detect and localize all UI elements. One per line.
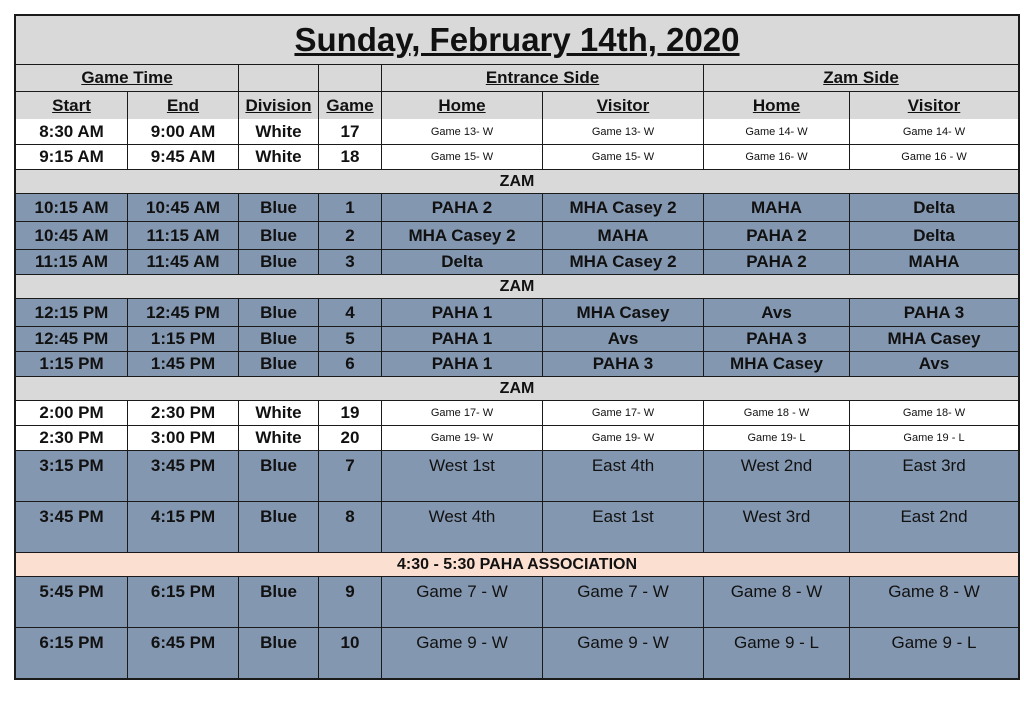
table-row <box>16 425 1018 450</box>
cell-zam-home: MHA Casey <box>703 352 849 376</box>
cell-start: 2:00 PM <box>39 403 104 422</box>
table-row <box>16 193 1018 221</box>
cell-entrance-visitor: Avs <box>542 327 703 351</box>
zam-break-row <box>16 274 1018 298</box>
cell-entrance-home: Game 13- W <box>381 119 542 144</box>
cell-end: 11:45 AM <box>127 250 238 274</box>
cell-entrance-home: Game 7 - W <box>381 577 542 627</box>
cell-game: 9 <box>318 577 381 627</box>
header-entrance-home: Home <box>381 92 542 119</box>
cell-game: 17 <box>318 119 381 144</box>
cell-zam-home: PAHA 3 <box>703 327 849 351</box>
cell-zam-home: Game 19- L <box>703 426 849 450</box>
header-zam-home: Home <box>703 92 849 119</box>
cell-game: 18 <box>318 145 381 169</box>
cell-division: Blue <box>238 628 318 678</box>
cell-entrance-home: Game 15- W <box>381 145 542 169</box>
cell-zam-home: West 3rd <box>703 502 849 552</box>
cell-zam-home: Avs <box>703 299 849 326</box>
cell-game: 4 <box>318 299 381 326</box>
title-row <box>16 16 1018 64</box>
table-row <box>16 450 1018 501</box>
cell-division: Blue <box>238 451 318 501</box>
cell-game: 8 <box>318 502 381 552</box>
group-zam-side: Zam Side <box>703 65 1018 91</box>
cell-entrance-home: West 4th <box>381 502 542 552</box>
cell-end: 1:15 PM <box>127 327 238 351</box>
header-entrance-visitor: Visitor <box>542 92 703 119</box>
zam-break-row <box>16 169 1018 193</box>
group-game-time: Game Time <box>81 68 173 87</box>
zam-label: ZAM <box>499 277 535 295</box>
cell-start: 3:15 PM <box>39 456 104 475</box>
zam-label: ZAM <box>499 379 535 397</box>
header-zam-visitor: Visitor <box>849 92 1018 119</box>
association-label: 4:30 - 5:30 PAHA ASSOCIATION <box>396 555 638 573</box>
cell-start: 5:45 PM <box>39 582 104 601</box>
cell-end: 3:00 PM <box>127 426 238 450</box>
table-row <box>16 326 1018 351</box>
cell-entrance-visitor: MHA Casey <box>542 299 703 326</box>
cell-end: 12:45 PM <box>127 299 238 326</box>
cell-start: 6:15 PM <box>39 633 104 652</box>
cell-game: 19 <box>318 401 381 425</box>
cell-entrance-home: PAHA 2 <box>381 194 542 221</box>
cell-game: 6 <box>318 352 381 376</box>
group-blank-game <box>318 65 381 91</box>
table-row <box>16 400 1018 425</box>
cell-entrance-visitor: Game 19- W <box>542 426 703 450</box>
zam-break-row <box>16 376 1018 400</box>
cell-start: 1:15 PM <box>39 354 104 373</box>
cell-start: 3:45 PM <box>39 507 104 526</box>
cell-start: 12:45 PM <box>34 329 109 348</box>
cell-zam-visitor: PAHA 3 <box>849 299 1018 326</box>
cell-entrance-home: MHA Casey 2 <box>381 222 542 249</box>
cell-entrance-home: Game 19- W <box>381 426 542 450</box>
cell-zam-visitor: MHA Casey <box>849 327 1018 351</box>
cell-zam-home: Game 14- W <box>703 119 849 144</box>
header-end: End <box>127 92 238 119</box>
cell-zam-visitor: Game 18- W <box>849 401 1018 425</box>
zam-label: ZAM <box>499 172 535 190</box>
group-header-row <box>16 64 1018 91</box>
page-title: Sunday, February 14th, 2020 <box>294 21 740 58</box>
cell-zam-home: Game 18 - W <box>703 401 849 425</box>
cell-zam-home: Game 8 - W <box>703 577 849 627</box>
cell-entrance-visitor: Game 15- W <box>542 145 703 169</box>
cell-entrance-visitor: Game 13- W <box>542 119 703 144</box>
cell-start: 10:45 AM <box>34 225 109 245</box>
table-row <box>16 576 1018 627</box>
header-start: Start <box>52 95 91 115</box>
cell-start: 8:30 AM <box>39 121 104 141</box>
cell-division: Blue <box>238 299 318 326</box>
cell-zam-home: West 2nd <box>703 451 849 501</box>
cell-start: 9:15 AM <box>39 147 104 166</box>
cell-end: 3:45 PM <box>127 451 238 501</box>
cell-entrance-visitor: Game 9 - W <box>542 628 703 678</box>
cell-zam-visitor: Game 8 - W <box>849 577 1018 627</box>
cell-end: 10:45 AM <box>127 194 238 221</box>
cell-entrance-visitor: East 1st <box>542 502 703 552</box>
cell-zam-visitor: East 2nd <box>849 502 1018 552</box>
cell-entrance-home: Game 17- W <box>381 401 542 425</box>
header-division: Division <box>238 92 318 119</box>
cell-end: 2:30 PM <box>127 401 238 425</box>
cell-entrance-visitor: MAHA <box>542 222 703 249</box>
column-header-row <box>16 91 1018 119</box>
cell-start: 10:15 AM <box>34 197 109 217</box>
table-row <box>16 351 1018 376</box>
cell-division: Blue <box>238 502 318 552</box>
cell-zam-visitor: Game 16 - W <box>849 145 1018 169</box>
group-blank-division <box>238 65 318 91</box>
cell-zam-home: PAHA 2 <box>703 250 849 274</box>
cell-division: White <box>238 401 318 425</box>
cell-entrance-home: PAHA 1 <box>381 352 542 376</box>
schedule-table <box>14 14 1020 680</box>
cell-zam-home: PAHA 2 <box>703 222 849 249</box>
cell-zam-visitor: Game 14- W <box>849 119 1018 144</box>
cell-start: 11:15 AM <box>34 252 109 271</box>
cell-zam-visitor: Game 9 - L <box>849 628 1018 678</box>
table-row <box>16 144 1018 169</box>
cell-zam-visitor: East 3rd <box>849 451 1018 501</box>
cell-end: 9:00 AM <box>127 119 238 144</box>
cell-zam-visitor: Game 19 - L <box>849 426 1018 450</box>
cell-end: 1:45 PM <box>127 352 238 376</box>
cell-entrance-visitor: MHA Casey 2 <box>542 250 703 274</box>
cell-division: Blue <box>238 250 318 274</box>
cell-game: 2 <box>318 222 381 249</box>
association-row <box>16 552 1018 576</box>
cell-end: 9:45 AM <box>127 145 238 169</box>
cell-zam-visitor: Avs <box>849 352 1018 376</box>
cell-division: White <box>238 119 318 144</box>
cell-end: 11:15 AM <box>127 222 238 249</box>
table-row <box>16 298 1018 326</box>
table-row <box>16 221 1018 249</box>
cell-entrance-home: West 1st <box>381 451 542 501</box>
schedule-rows <box>16 119 1018 678</box>
cell-entrance-home: Game 9 - W <box>381 628 542 678</box>
cell-division: White <box>238 145 318 169</box>
table-row <box>16 249 1018 274</box>
group-entrance-side: Entrance Side <box>381 65 703 91</box>
cell-entrance-home: PAHA 1 <box>381 327 542 351</box>
cell-division: Blue <box>238 327 318 351</box>
cell-entrance-visitor: PAHA 3 <box>542 352 703 376</box>
table-row <box>16 501 1018 552</box>
cell-game: 7 <box>318 451 381 501</box>
cell-zam-home: Game 9 - L <box>703 628 849 678</box>
cell-division: Blue <box>238 352 318 376</box>
cell-game: 10 <box>318 628 381 678</box>
cell-end: 6:45 PM <box>127 628 238 678</box>
cell-zam-visitor: Delta <box>849 194 1018 221</box>
cell-end: 6:15 PM <box>127 577 238 627</box>
cell-division: White <box>238 426 318 450</box>
cell-zam-visitor: MAHA <box>849 250 1018 274</box>
cell-game: 1 <box>318 194 381 221</box>
cell-end: 4:15 PM <box>127 502 238 552</box>
table-row <box>16 119 1018 144</box>
cell-entrance-visitor: Game 17- W <box>542 401 703 425</box>
cell-division: Blue <box>238 194 318 221</box>
cell-division: Blue <box>238 222 318 249</box>
header-game: Game <box>318 92 381 119</box>
cell-zam-home: MAHA <box>703 194 849 221</box>
cell-game: 20 <box>318 426 381 450</box>
cell-zam-home: Game 16- W <box>703 145 849 169</box>
cell-entrance-visitor: East 4th <box>542 451 703 501</box>
cell-entrance-home: Delta <box>381 250 542 274</box>
cell-start: 12:15 PM <box>34 302 109 322</box>
cell-entrance-visitor: MHA Casey 2 <box>542 194 703 221</box>
cell-game: 3 <box>318 250 381 274</box>
cell-game: 5 <box>318 327 381 351</box>
cell-entrance-visitor: Game 7 - W <box>542 577 703 627</box>
cell-zam-visitor: Delta <box>849 222 1018 249</box>
cell-entrance-home: PAHA 1 <box>381 299 542 326</box>
cell-division: Blue <box>238 577 318 627</box>
table-row <box>16 627 1018 678</box>
cell-start: 2:30 PM <box>39 428 104 447</box>
